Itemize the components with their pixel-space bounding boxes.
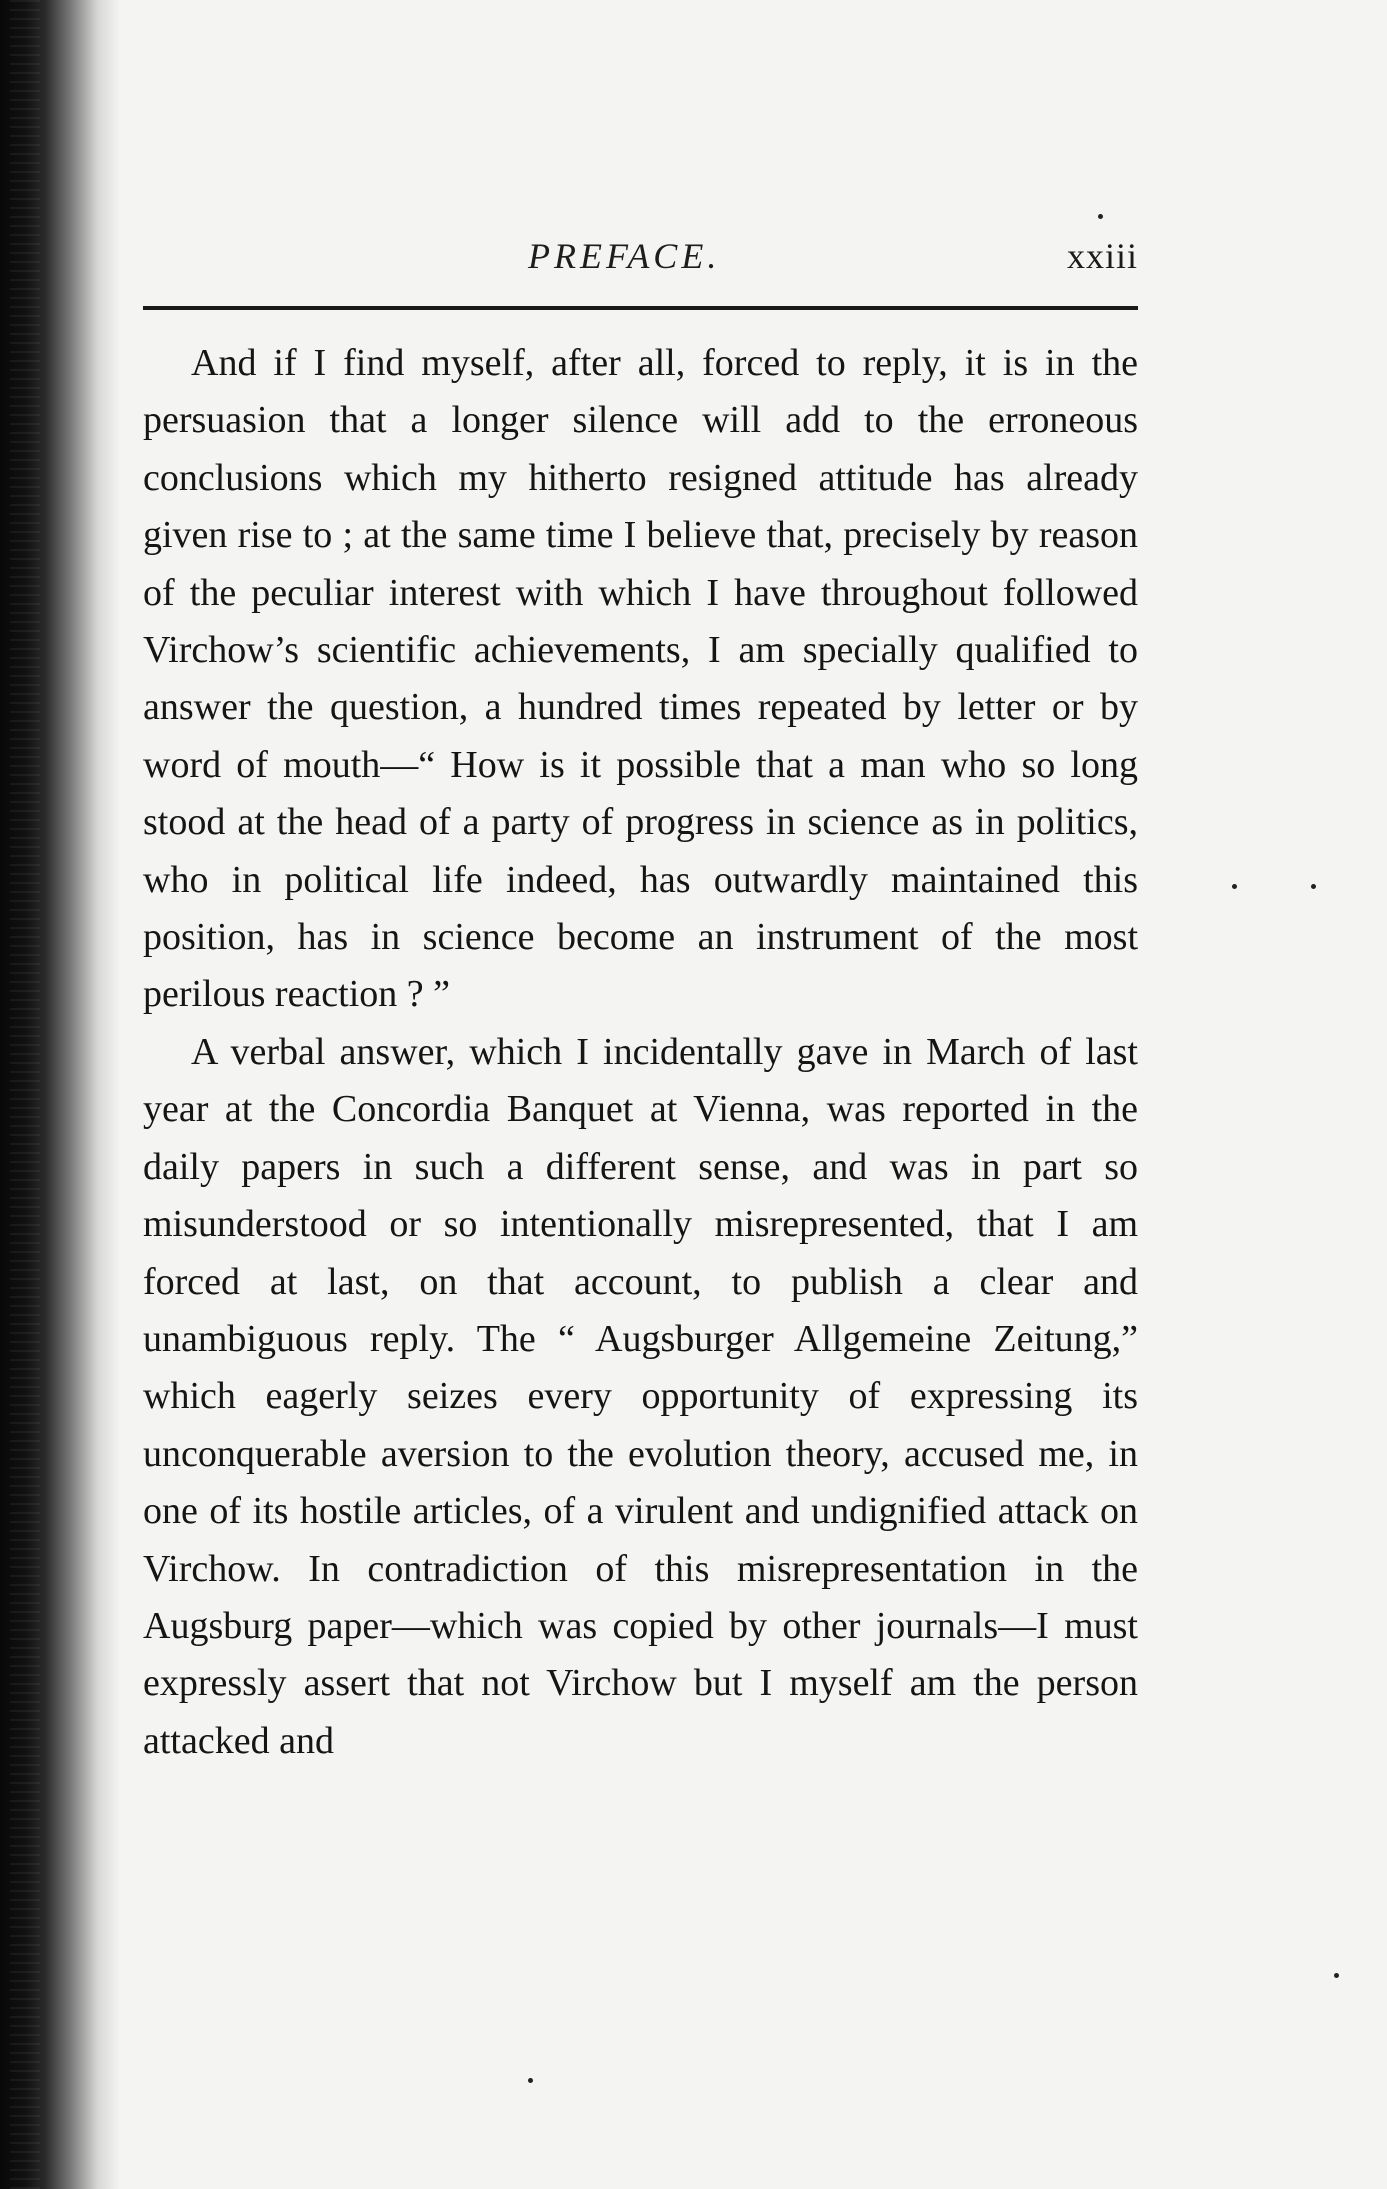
paragraph-1: And if I find myself, after all, forced to reply, it is in the persuasion that a longer silence will add to the erroneous conclusions which my hitherto resigned attitude has already given rise to ; at the same time I believe that, precisely by reason of the peculiar interest with which I have throughout followed Virchow’s scientific achievements, I am specially qualified to answer the question, a hundred times repeated by letter or by word of mouth—“ How is it possible that a man who so long stood at the head of a party of progress in science as in politics, who in political life indeed, has outwardly maintained this position, has in science become an instrument of the most perilous reaction ? ”	[143, 342, 1138, 1016]
scan-binding-shadow	[0, 0, 120, 2189]
paragraph-2: A verbal answer, which I incidentally gave in March of last year at the Concordia Banquet at Vienna, was reported in the daily papers in such a different sense, and was in part so misunderstood or so intentionally misrepresented, that I am forced at last, on that account, to publish a clear and unambiguous reply. The “ Augsburger Allgemeine Zeitung,” which eagerly seizes every opportunity of expressing its unconquerable aversion to the evolution theory, accused me, in one of its hostile articles, of a virulent and undignified attack on Virchow. In contradiction of this misrepresentation in the Augsburg paper—which was copied by other journals—I must expressly assert that not Virchow but I myself am the person attacked and	[143, 1030, 1138, 1762]
scan-speck	[528, 2078, 533, 2083]
body-text	[143, 335, 1138, 1770]
page-header	[143, 235, 1138, 285]
scan-speck	[1098, 214, 1103, 219]
scan-speck	[1232, 884, 1237, 889]
running-title: PREFACE.	[528, 236, 721, 276]
header-rule	[143, 306, 1138, 310]
scan-speck	[1334, 1973, 1339, 1978]
scan-speck	[1311, 884, 1316, 889]
page-number: xxiii	[1066, 236, 1138, 276]
